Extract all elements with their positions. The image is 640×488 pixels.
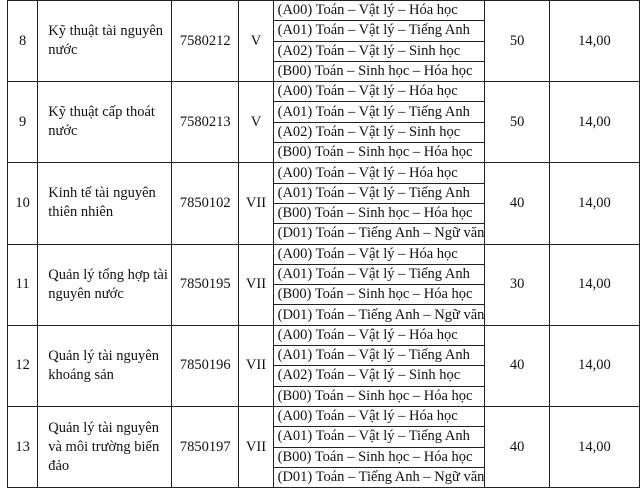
minimum-score: 14,00 (549, 325, 639, 406)
subject-combination: (B00) Toán – Sinh học – Hóa học (273, 203, 485, 223)
subject-combination: (A01) Toán – Vật lý – Tiếng Anh (273, 102, 485, 122)
major-code: 7850197 (172, 406, 239, 487)
minimum-score: 14,00 (549, 1, 639, 82)
table-row (8, 244, 640, 264)
subject-combination: (A01) Toán – Vật lý – Tiếng Anh (273, 264, 485, 284)
table-row (8, 325, 640, 345)
subject-combination: (A00) Toán – Vật lý – Hóa học (273, 1, 485, 21)
subject-combination: (A01) Toán – Vật lý – Tiếng Anh (273, 21, 485, 41)
admission-quota: 40 (485, 325, 549, 406)
row-number: 13 (8, 406, 38, 487)
subject-combination: (D01) Toán – Tiếng Anh – Ngữ văn (273, 305, 485, 325)
major-code: 7850195 (172, 244, 239, 325)
subject-combination: (A01) Toán – Vật lý – Tiếng Anh (273, 346, 485, 366)
major-code: 7850102 (172, 163, 239, 244)
subject-combination: (B00) Toán – Sinh học – Hóa học (273, 61, 485, 81)
row-number: 10 (8, 163, 38, 244)
row-number: 12 (8, 325, 38, 406)
subject-combination: (B00) Toán – Sinh học – Hóa học (273, 285, 485, 305)
row-number: 8 (8, 1, 38, 82)
subject-combination: (A02) Toán – Vật lý – Sinh học (273, 122, 485, 142)
subject-combination: (A00) Toán – Vật lý – Hóa học (273, 163, 485, 183)
subject-combination: (B00) Toán – Sinh học – Hóa học (273, 143, 485, 163)
admission-quota: 50 (485, 1, 549, 82)
table-body (8, 1, 640, 488)
major-name: Kỹ thuật cấp thoát nước (38, 82, 172, 163)
major-code: 7580213 (172, 82, 239, 163)
admission-quota: 30 (485, 244, 549, 325)
minimum-score: 14,00 (549, 82, 639, 163)
major-code: 7580212 (172, 1, 239, 82)
subject-combination: (A00) Toán – Vật lý – Hóa học (273, 82, 485, 102)
major-group: V (239, 1, 273, 82)
minimum-score: 14,00 (549, 163, 639, 244)
major-name: Kinh tế tài nguyên thiên nhiên (38, 163, 172, 244)
major-group: V (239, 82, 273, 163)
subject-combination: (B00) Toán – Sinh học – Hóa học (273, 386, 485, 406)
subject-combination: (A01) Toán – Vật lý – Tiếng Anh (273, 183, 485, 203)
row-number: 11 (8, 244, 38, 325)
major-group: VII (239, 406, 273, 487)
minimum-score: 14,00 (549, 406, 639, 487)
admission-quota: 40 (485, 163, 549, 244)
major-group: VII (239, 163, 273, 244)
subject-combination: (A00) Toán – Vật lý – Hóa học (273, 406, 485, 426)
row-number: 9 (8, 82, 38, 163)
admission-quota: 40 (485, 406, 549, 487)
subject-combination: (A01) Toán – Vật lý – Tiếng Anh (273, 427, 485, 447)
table-row (8, 406, 640, 426)
table-row (8, 1, 640, 21)
subject-combination: (A02) Toán – Vật lý – Sinh học (273, 41, 485, 61)
subject-combination: (D01) Toán – Tiếng Anh – Ngữ văn (273, 467, 485, 487)
major-name: Kỹ thuật tài nguyên nước (38, 1, 172, 82)
admission-quota: 50 (485, 82, 549, 163)
minimum-score: 14,00 (549, 244, 639, 325)
major-group: VII (239, 244, 273, 325)
subject-combination: (A02) Toán – Vật lý – Sinh học (273, 366, 485, 386)
table-row (8, 82, 640, 102)
admission-table (7, 0, 640, 488)
subject-combination: (A00) Toán – Vật lý – Hóa học (273, 325, 485, 345)
subject-combination: (A00) Toán – Vật lý – Hóa học (273, 244, 485, 264)
major-code: 7850196 (172, 325, 239, 406)
subject-combination: (B00) Toán – Sinh học – Hóa học (273, 447, 485, 467)
major-name: Quản lý tài nguyên và môi trường biển đảo (38, 406, 172, 487)
major-group: VII (239, 325, 273, 406)
major-name: Quản lý tài nguyên khoáng sản (38, 325, 172, 406)
table-row (8, 163, 640, 183)
subject-combination: (D01) Toán – Tiếng Anh – Ngữ văn (273, 224, 485, 244)
admission-table-sheet (7, 0, 640, 488)
major-name: Quản lý tổng hợp tài nguyên nước (38, 244, 172, 325)
